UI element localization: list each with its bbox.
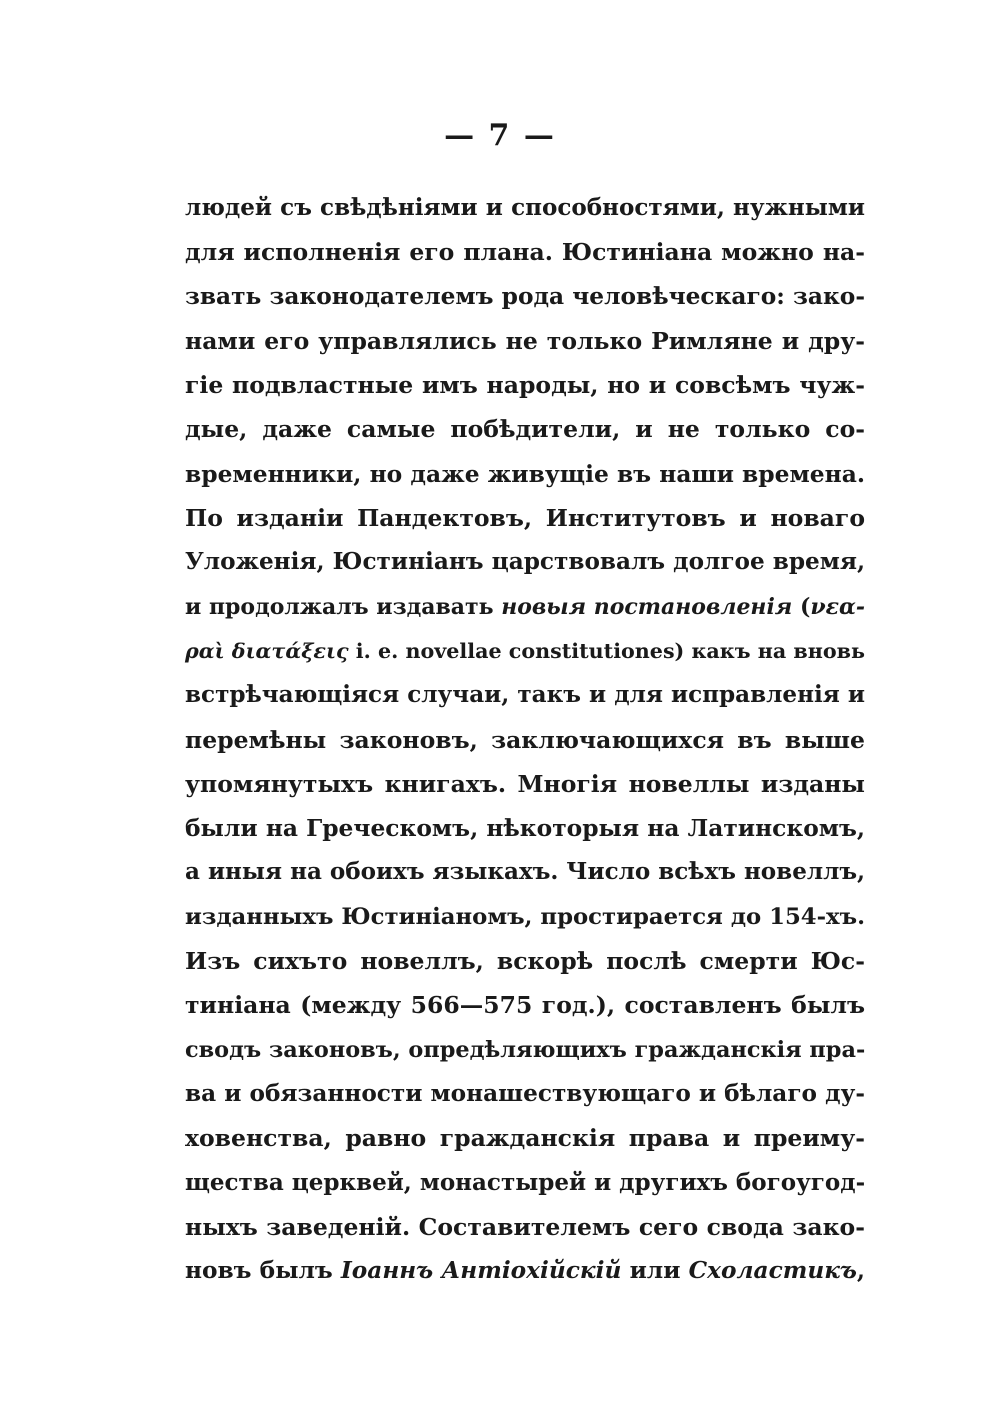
text-segment: сводъ законовъ, опредѣляющихъ гражданскія пра-	[185, 1036, 866, 1063]
text-segment: ва и обязанности монашествующаго и бѣлаго ду-	[185, 1079, 865, 1107]
text-line	[185, 1249, 865, 1293]
text-line	[185, 186, 865, 230]
text-line	[185, 806, 865, 850]
text-line	[185, 496, 865, 540]
text-line	[185, 363, 865, 407]
text-segment: встрѣчающіяся случаи, такъ и для исправленія и	[185, 681, 865, 709]
text-line	[185, 585, 865, 629]
text-segment: а иныя на обоихъ языкахъ. Число всѣхъ новеллъ,	[185, 858, 866, 886]
text-segment: новъ былъ	[185, 1257, 341, 1285]
text-line	[185, 452, 865, 496]
text-segment: По изданіи Пандектовъ, Институтовъ и новаго	[185, 504, 865, 533]
text-line	[185, 718, 865, 762]
text-segment: ховенства, равно гражданскія права и преиму-	[185, 1124, 865, 1153]
text-segment: i. e. novellae constitutiones) какъ на вновь	[348, 638, 865, 663]
text-segment: упомянутыхъ книгахъ. Многія новеллы изданы	[185, 769, 865, 798]
italic-segment: νεα-	[810, 593, 865, 620]
text-segment: или	[621, 1257, 689, 1285]
text-line	[185, 319, 865, 363]
text-line	[185, 230, 865, 274]
text-segment: и продолжалъ издавать	[185, 593, 502, 620]
text-segment: Уложенія, Юстиніанъ царствовалъ долгое время,	[185, 548, 866, 576]
text-line	[185, 1028, 865, 1072]
text-line	[185, 983, 865, 1027]
text-segment: щества церквей, монастырей и другихъ богоугод-	[185, 1168, 866, 1196]
text-line	[185, 407, 865, 451]
text-line	[185, 850, 865, 894]
text-segment: перемѣны законовъ, заключающихся въ выше	[185, 725, 865, 754]
text-segment: Изъ сихъто новеллъ, вскорѣ послѣ смерти Юс-	[185, 947, 865, 976]
text-line	[185, 939, 865, 983]
text-segment: временники, но даже живущіе въ наши времена.	[185, 459, 865, 488]
text-line	[185, 895, 865, 939]
text-line	[185, 1161, 865, 1205]
text-segment: для исполненія его плана. Юстиніана можно на-	[185, 238, 865, 267]
text-segment: ныхъ заведеній. Составителемъ сего свода зако-	[185, 1212, 865, 1241]
text-segment: людей съ свѣдѣніями и способностями, нужными	[185, 194, 865, 221]
italic-segment: Схоластикъ	[688, 1257, 857, 1285]
italic-segment: новыя постановленія	[501, 593, 793, 620]
text-line	[185, 762, 865, 806]
text-line	[185, 275, 865, 319]
text-line	[185, 629, 865, 673]
italic-segment: Іоаннъ Антіохійскій	[340, 1257, 622, 1285]
text-line	[185, 1116, 865, 1160]
text-segment: (	[792, 593, 811, 620]
text-line	[185, 1205, 865, 1249]
text-segment: гіе подвластные имъ народы, но и совсѣмъ чуж-	[185, 371, 865, 400]
italic-segment: ραὶ διατάξεις	[185, 638, 349, 663]
text-segment: ,	[856, 1257, 865, 1285]
body-text	[185, 186, 865, 1293]
text-segment: изданныхъ Юстиніаномъ, простирается до 154-хъ.	[185, 903, 865, 930]
text-line	[185, 673, 865, 717]
text-line	[185, 540, 865, 584]
text-line	[185, 1072, 865, 1116]
text-segment: звать законодателемъ рода человѣческаго: зако-	[185, 282, 865, 310]
page-number: — 7 —	[444, 118, 556, 153]
text-segment: тиніана (между 566—575 год.), составленъ былъ	[185, 991, 865, 1020]
text-segment: дые, даже самые побѣдители, и не только со-	[185, 415, 865, 444]
text-segment: нами его управлялись не только Римляне и дру-	[185, 326, 865, 355]
text-segment: были на Греческомъ, нѣкоторыя на Латинскомъ,	[185, 814, 866, 843]
